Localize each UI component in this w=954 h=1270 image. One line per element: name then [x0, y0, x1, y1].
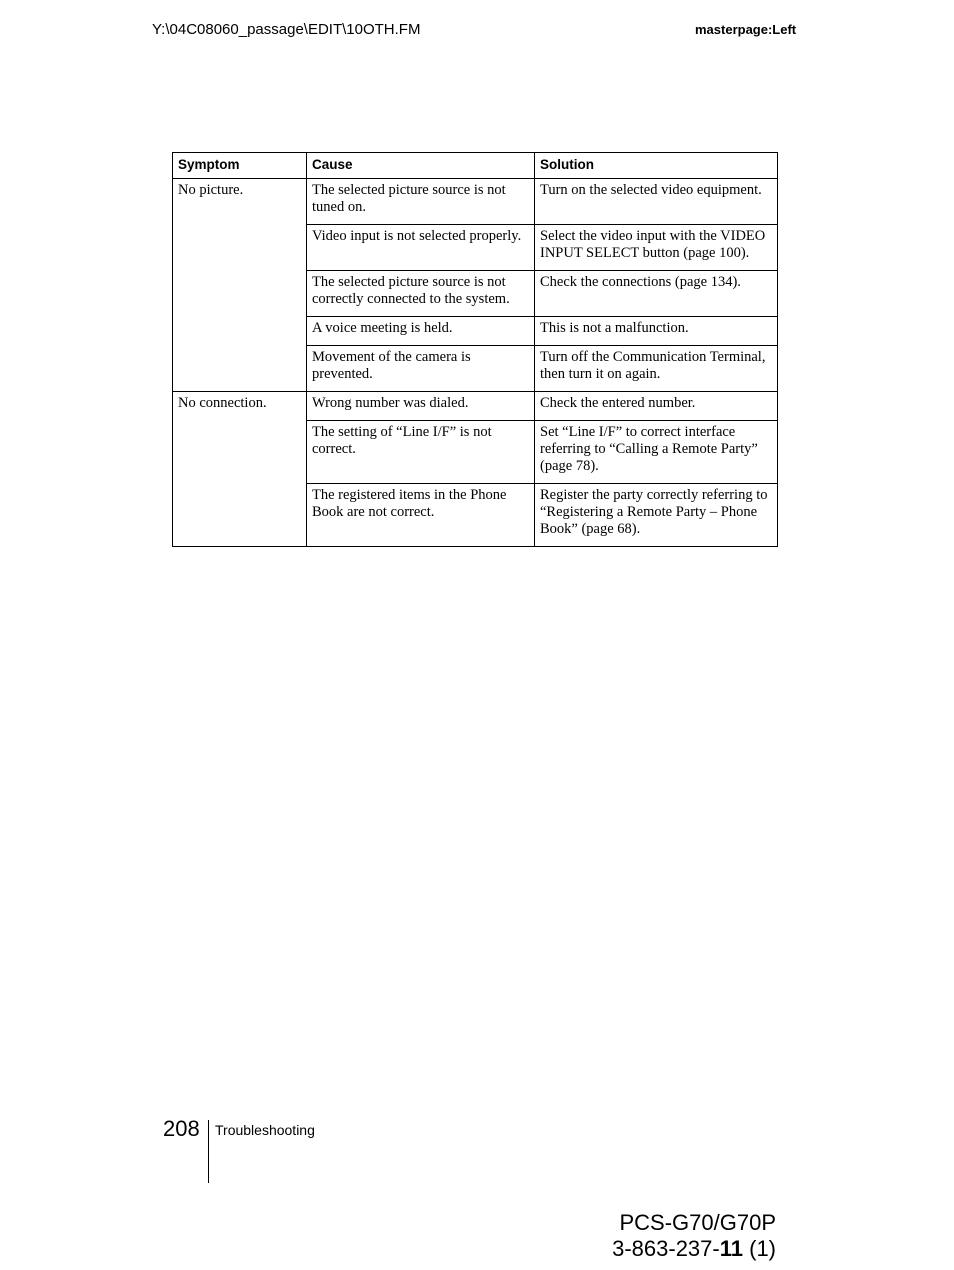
solution-cell: Turn on the selected video equipment. [535, 179, 778, 225]
footer-model-info [612, 1210, 776, 1262]
column-header-solution: Solution [535, 153, 778, 179]
cause-cell: The setting of “Line I/F” is not correct. [307, 421, 535, 484]
solution-cell: Check the connections (page 134). [535, 271, 778, 317]
part-number-prefix: 3-863-237- [612, 1236, 720, 1261]
cause-cell: The selected picture source is not correctly connected to the system. [307, 271, 535, 317]
solution-cell: Register the party correctly referring to “Registering a Remote Party – Phone Book” (page 68). [535, 484, 778, 547]
solution-cell: Turn off the Communication Terminal, then turn it on again. [535, 346, 778, 392]
header-file-path: Y:\04C08060_passage\EDIT\10OTH.FM [152, 21, 421, 38]
symptom-cell: No connection. [173, 392, 307, 547]
model-number: PCS-G70/G70P [619, 1210, 776, 1235]
cause-cell: Movement of the camera is prevented. [307, 346, 535, 392]
cause-cell: Wrong number was dialed. [307, 392, 535, 421]
part-number [612, 1236, 776, 1262]
solution-cell: Select the video input with the VIDEO INPUT SELECT button (page 100). [535, 225, 778, 271]
solution-cell: Check the entered number. [535, 392, 778, 421]
troubleshooting-table [172, 152, 778, 547]
table-row [173, 179, 778, 225]
table-row [173, 392, 778, 421]
cause-cell: Video input is not selected properly. [307, 225, 535, 271]
part-number-suffix: (1) [743, 1236, 776, 1261]
cause-cell: The registered items in the Phone Book are not correct. [307, 484, 535, 547]
header-masterpage: masterpage:Left [695, 22, 797, 37]
footer-divider [208, 1120, 209, 1183]
cause-cell: The selected picture source is not tuned on. [307, 179, 535, 225]
column-header-cause: Cause [307, 153, 535, 179]
section-name: Troubleshooting [215, 1122, 315, 1138]
column-header-symptom: Symptom [173, 153, 307, 179]
symptom-cell: No picture. [173, 179, 307, 392]
cause-cell: A voice meeting is held. [307, 317, 535, 346]
page-number: 208 [163, 1116, 200, 1141]
table-header-row [173, 153, 778, 179]
solution-cell: Set “Line I/F” to correct interface referring to “Calling a Remote Party” (page 78). [535, 421, 778, 484]
part-number-bold: 11 [719, 1236, 743, 1261]
solution-cell: This is not a malfunction. [535, 317, 778, 346]
